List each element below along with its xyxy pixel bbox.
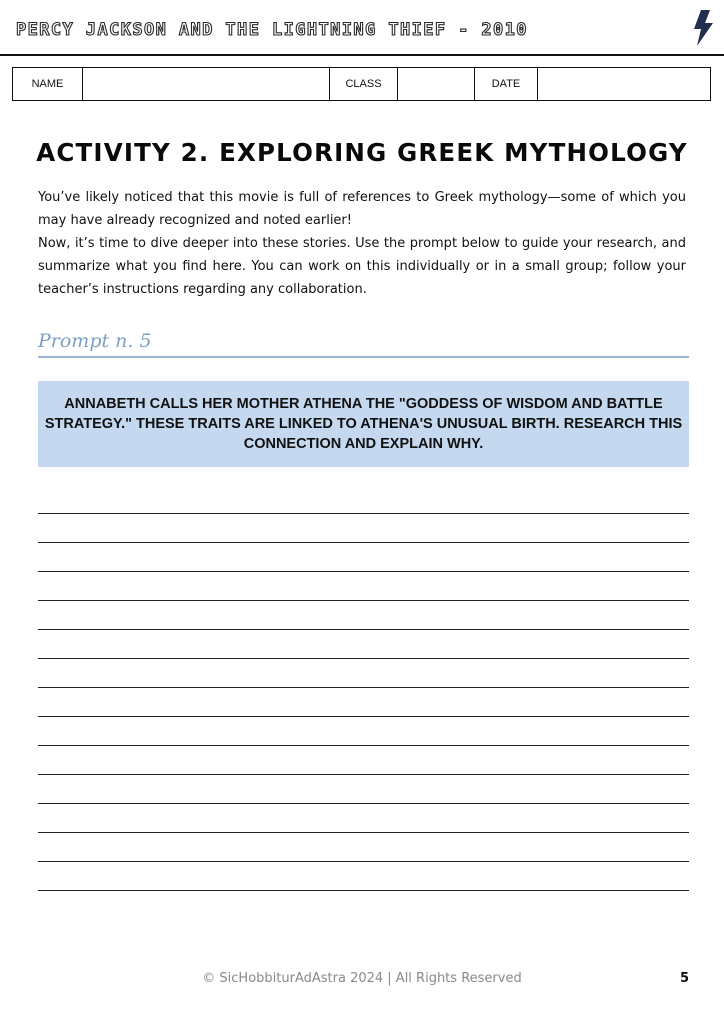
activity-title: ACTIVITY 2. EXPLORING GREEK MYTHOLOGY: [36, 138, 688, 167]
answer-line[interactable]: [38, 571, 689, 572]
name-label: NAME: [31, 78, 64, 90]
answer-line[interactable]: [38, 600, 689, 601]
answer-line[interactable]: [38, 745, 689, 746]
worksheet-title: PERCY JACKSON AND THE LIGHTNING THIEF - 2010: [16, 20, 528, 40]
prompt-text: ANNABETH CALLS HER MOTHER ATHENA THE "GODDESS OF WISDOM AND BATTLE STRATEGY." THESE TRAITS ARE LINKED TO ATHENA'S UNUSUAL BIRTH. RESEARCH THIS CONNECTION AND EXPLAIN WHY.: [44, 396, 683, 452]
footer-copyright: © SicHobbiturAdAstra 2024 | All Rights Reserved: [202, 971, 522, 986]
date-label-cell: [475, 68, 538, 100]
page-number: 5: [680, 971, 690, 986]
answer-line[interactable]: [38, 513, 689, 514]
name-field[interactable]: [83, 68, 330, 100]
class-label: CLASS: [345, 78, 382, 90]
page-header: [0, 0, 724, 56]
lightning-bolt-icon: [692, 10, 714, 46]
answer-line[interactable]: [38, 774, 689, 775]
class-field[interactable]: [398, 68, 475, 100]
answer-line[interactable]: [38, 658, 689, 659]
student-info-table: [12, 67, 711, 101]
answer-line[interactable]: [38, 861, 689, 862]
answer-line[interactable]: [38, 629, 689, 630]
answer-line[interactable]: [38, 890, 689, 891]
answer-line[interactable]: [38, 716, 689, 717]
answer-line[interactable]: [38, 832, 689, 833]
prompt-label: Prompt n. 5: [38, 330, 152, 352]
intro-paragraph-2: Now, it’s time to dive deeper into these stories. Use the prompt below to guide your research, and summarize what you find here. You can work on this individually or in a small group; follow your teacher’s instructions regarding any collaboration.: [38, 236, 686, 297]
answer-line[interactable]: [38, 687, 689, 688]
answer-line[interactable]: [38, 803, 689, 804]
prompt-box: [38, 381, 689, 467]
intro-text: [38, 186, 686, 301]
date-field[interactable]: [538, 68, 710, 100]
header-divider: [0, 54, 724, 56]
name-label-cell: [13, 68, 83, 100]
class-label-cell: [330, 68, 398, 100]
answer-line[interactable]: [38, 542, 689, 543]
date-label: DATE: [491, 78, 521, 90]
intro-paragraph-1: You’ve likely noticed that this movie is full of references to Greek mythology—some of which you may have already recognized and noted earlier!: [38, 190, 686, 228]
prompt-divider: [38, 356, 689, 358]
